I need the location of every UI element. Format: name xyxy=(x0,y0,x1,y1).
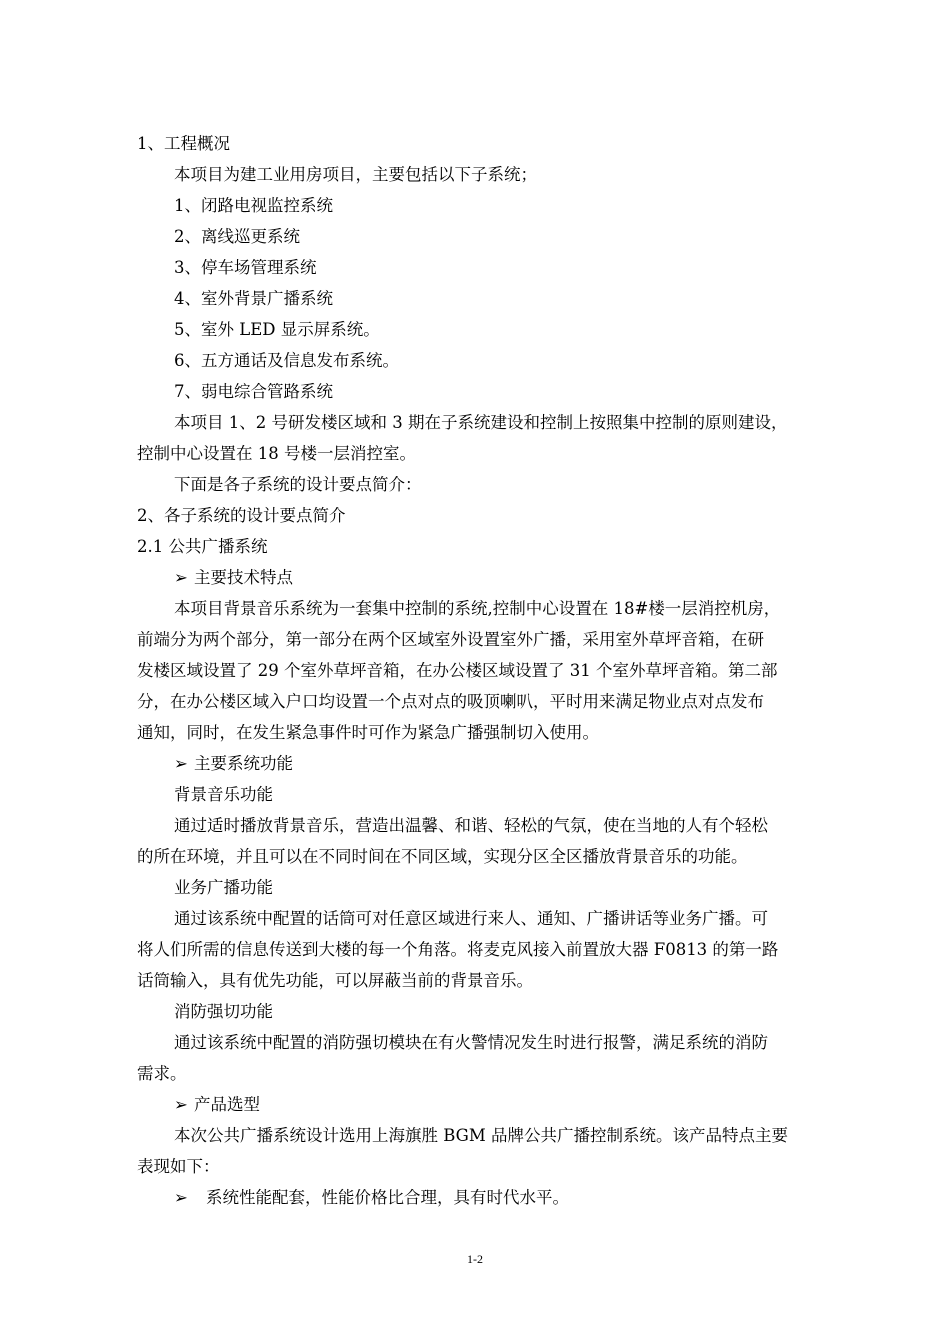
paragraph-line: 通过该系统中配置的消防强切模块在有火警情况发生时进行报警，满足系统的消防 xyxy=(174,1033,768,1052)
project-intro: 本项目为建工业用房项目，主要包括以下子系统； xyxy=(174,165,537,184)
product-heading xyxy=(137,1089,859,1120)
product-label: 产品选型 xyxy=(194,1095,260,1114)
paragraph-line: 表现如下： xyxy=(137,1157,220,1176)
list-item: 4、室外背景广播系统 xyxy=(174,289,333,308)
list-item: 5、室外 LED 显示屏系统。 xyxy=(174,320,380,339)
summary-intro: 下面是各子系统的设计要点简介： xyxy=(174,475,422,494)
fire-function-title: 消防强切功能 xyxy=(174,1002,273,1021)
paragraph-line: 分，在办公楼区域入户口均设置一个点对点的吸顶喇叭，平时用来满足物业点对点发布 xyxy=(137,692,764,711)
arrow-bullet-icon: ➢ xyxy=(174,1188,188,1207)
business-paragraph xyxy=(137,903,859,996)
feature-item-text: 系统性能配套，性能价格比合理，具有时代水平。 xyxy=(206,1188,569,1207)
paragraph-line: 前端分为两个部分，第一部分在两个区域室外设置室外广播，采用室外草坪音箱，在研 xyxy=(137,630,764,649)
section-1-title: 1、工程概况 xyxy=(137,134,230,153)
paragraph-line: 通过该系统中配置的话筒可对任意区域进行来人、通知、广播讲话等业务广播。可 xyxy=(174,909,768,928)
section-2-1-title: 2.1 公共广播系统 xyxy=(137,537,268,556)
tech-features-label: 主要技术特点 xyxy=(194,568,293,587)
paragraph-line: 需求。 xyxy=(137,1064,187,1083)
paragraph-line: 通知，同时，在发生紧急事件时可作为紧急广播强制切入使用。 xyxy=(137,723,599,742)
paragraph-line: 控制中心设置在 18 号楼一层消控室。 xyxy=(137,444,416,463)
business-function-title: 业务广播功能 xyxy=(174,878,273,897)
bgm-paragraph xyxy=(137,810,859,872)
tech-paragraph xyxy=(137,593,859,748)
list-item: 7、弱电综合管路系统 xyxy=(174,382,333,401)
paragraph-line: 本项目背景音乐系统为一套集中控制的系统,控制中心设置在 18#楼一层消控机房， xyxy=(174,599,781,618)
bgm-function-title: 背景音乐功能 xyxy=(174,785,273,804)
tech-features-heading xyxy=(137,562,859,593)
feature-list-item xyxy=(137,1182,859,1213)
subsystem-list xyxy=(137,190,859,407)
product-paragraph xyxy=(137,1120,859,1182)
arrow-bullet-icon: ➢ xyxy=(174,754,188,773)
arrow-bullet-icon: ➢ xyxy=(174,568,188,587)
paragraph-line: 发楼区域设置了 29 个室外草坪音箱，在办公楼区域设置了 31 个室外草坪音箱。第二部 xyxy=(137,661,778,680)
paragraph-line: 本项目 1、2 号研发楼区域和 3 期在子系统建设和控制上按照集中控制的原则建设， xyxy=(174,413,788,432)
document-body xyxy=(137,128,859,1213)
list-item: 6、五方通话及信息发布系统。 xyxy=(174,351,399,370)
list-item: 3、停车场管理系统 xyxy=(174,258,317,277)
section-2-title: 2、各子系统的设计要点简介 xyxy=(137,506,346,525)
control-paragraph xyxy=(137,407,859,469)
arrow-bullet-icon: ➢ xyxy=(174,1095,188,1114)
functions-label: 主要系统功能 xyxy=(194,754,293,773)
paragraph-line: 的所在环境，并且可以在不同时间在不同区域，实现分区全区播放背景音乐的功能。 xyxy=(137,847,748,866)
functions-heading xyxy=(137,748,859,779)
fire-paragraph xyxy=(137,1027,859,1089)
list-item: 2、离线巡更系统 xyxy=(174,227,300,246)
paragraph-line: 通过适时播放背景音乐，营造出温馨、和谐、轻松的气氛，使在当地的人有个轻松 xyxy=(174,816,768,835)
paragraph-line: 话筒输入，具有优先功能，可以屏蔽当前的背景音乐。 xyxy=(137,971,533,990)
paragraph-line: 本次公共广播系统设计选用上海旗胜 BGM 品牌公共广播控制系统。该产品特点主要 xyxy=(174,1126,788,1145)
page-number: 1-2 xyxy=(467,1252,483,1266)
list-item: 1、闭路电视监控系统 xyxy=(174,196,333,215)
paragraph-line: 将人们所需的信息传送到大楼的每一个角落。将麦克风接入前置放大器 F0813 的第一路 xyxy=(137,940,779,959)
